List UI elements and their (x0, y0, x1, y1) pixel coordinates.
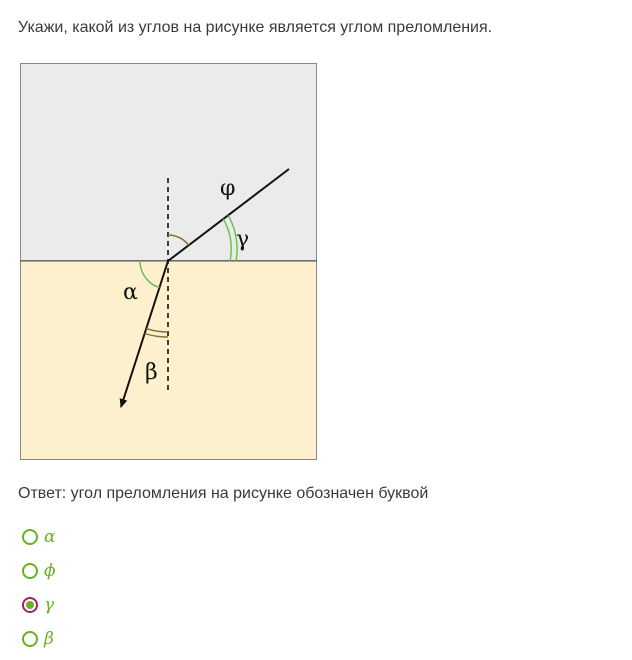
answer-prompt: Ответ: угол преломления на рисунке обозначен буквой (18, 485, 429, 502)
option-phi[interactable] (22, 554, 56, 588)
radio-button[interactable] (22, 597, 38, 613)
radio-button[interactable] (22, 563, 38, 579)
option-gamma[interactable] (22, 588, 56, 622)
top-medium (21, 64, 317, 261)
radio-dot (26, 601, 34, 609)
refraction-diagram (20, 63, 317, 460)
radio-button[interactable] (22, 631, 38, 647)
option-label: α (44, 527, 56, 547)
option-beta[interactable] (22, 622, 56, 656)
question-text: Укажи, какой из углов на рисунке является углом преломления. (18, 19, 493, 36)
option-label: ϕ (44, 561, 56, 581)
option-label: γ (44, 595, 55, 615)
answer-options (22, 520, 56, 656)
phi-label: φ (220, 176, 236, 201)
refraction-figure (20, 63, 317, 460)
beta-label: β (145, 360, 158, 385)
radio-button[interactable] (22, 529, 38, 545)
alpha-label: α (123, 280, 138, 305)
option-label: β (44, 629, 54, 649)
gamma-label: γ (236, 227, 250, 252)
option-alpha[interactable] (22, 520, 56, 554)
